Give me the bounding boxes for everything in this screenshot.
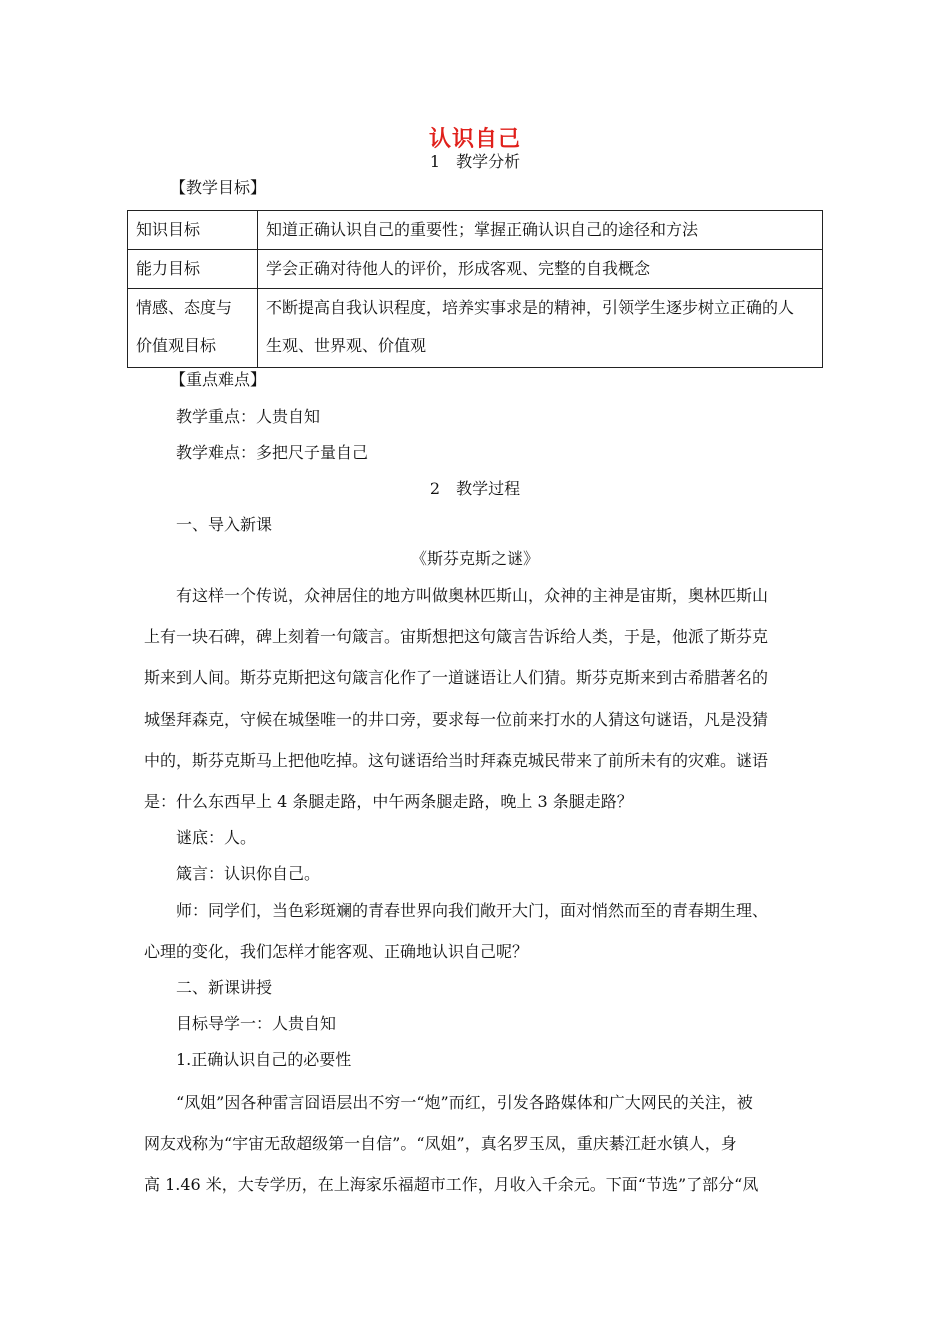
key-point: 教学重点：人贵自知	[176, 407, 321, 426]
part1-heading: 一、导入新课	[176, 515, 273, 534]
story-paragraph-line: 有这样一个传说，众神居住的地方叫做奥林匹斯山，众神的主神是宙斯，奥林匹斯山	[176, 586, 769, 605]
table-row	[128, 250, 823, 289]
fengjie-paragraph-line: “凤姐”因各种雷言囧语层出不穷一“炮”而红，引发各路媒体和广大网民的关注，被	[176, 1093, 753, 1112]
goal-content: 知道正确认识自己的重要性；掌握正确认识自己的途径和方法	[266, 220, 699, 239]
goal-label: 知识目标	[136, 220, 201, 239]
goal-content: 学会正确对待他人的评价，形成客观、完整的自我概念	[266, 259, 651, 278]
key-difficulty-heading: 【重点难点】	[170, 370, 267, 389]
table-row	[128, 211, 823, 250]
goal-content-cell	[258, 289, 823, 368]
part2-heading: 二、新课讲授	[176, 978, 273, 997]
goal-label-cell	[128, 289, 258, 368]
section-heading-analysis: 1 教学分析	[429, 152, 521, 171]
goal-content-cell	[258, 250, 823, 289]
teacher-paragraph-line: 心理的变化，我们怎样才能客观、正确地认识自己呢？	[144, 942, 529, 961]
goal-label-cell	[128, 250, 258, 289]
story-paragraph-line: 上有一块石碑，碑上刻着一句箴言。宙斯想把这句箴言告诉给人类，于是，他派了斯芬克	[144, 627, 769, 646]
goal-content: 不断提高自我认识程度，培养实事求是的精神，引领学生逐步树立正确的人	[266, 298, 795, 317]
fengjie-paragraph-line: 高 1.46 米，大专学历，在上海家乐福超市工作，月收入千余元。下面“节选”了部分“凤	[144, 1175, 759, 1194]
goal-label: 情感、态度与	[136, 298, 233, 317]
goal-label: 价值观目标	[136, 336, 217, 355]
story-paragraph-line: 城堡拜森克，守候在城堡唯一的井口旁，要求每一位前来打水的人猜这句谜语，凡是没猜	[144, 710, 769, 729]
goal-guide-1: 目标导学一：人贵自知	[176, 1014, 337, 1033]
story-paragraph-line: 斯来到人间。斯芬克斯把这句箴言化作了一道谜语让人们猜。斯芬克斯来到古希腊著名的	[144, 668, 769, 687]
goals-heading: 【教学目标】	[170, 178, 267, 197]
fengjie-paragraph-line: 网友戏称为“宇宙无敌超级第一自信”。“凤姐”，真名罗玉凤，重庆綦江赶水镇人，身	[144, 1134, 737, 1153]
goal-content: 生观、世界观、价值观	[266, 336, 427, 355]
goal-content-cell	[258, 211, 823, 250]
teacher-paragraph-line: 师：同学们，当色彩斑斓的青春世界向我们敞开大门，面对悄然而至的青春期生理、	[176, 901, 769, 920]
teaching-goals-table	[127, 210, 823, 368]
motto: 箴言：认识你自己。	[176, 864, 321, 883]
story-paragraph-line: 中的，斯芬克斯马上把他吃掉。这句谜语给当时拜森克城民带来了前所未有的灾难。谜语	[144, 751, 769, 770]
story-paragraph-line: 是：什么东西早上 4 条腿走路，中午两条腿走路，晚上 3 条腿走路？	[144, 792, 633, 811]
section-heading-process: 2 教学过程	[429, 479, 521, 498]
goal-label: 能力目标	[136, 259, 201, 278]
goal-label-cell	[128, 211, 258, 250]
table-row	[128, 289, 823, 368]
item-1-heading: 1.正确认识自己的必要性	[176, 1050, 352, 1069]
story-title: 《斯芬克斯之谜》	[410, 549, 539, 568]
difficult-point: 教学难点：多把尺子量自己	[176, 443, 369, 462]
document-title: 认识自己	[428, 126, 521, 152]
riddle-answer: 谜底：人。	[176, 828, 257, 847]
